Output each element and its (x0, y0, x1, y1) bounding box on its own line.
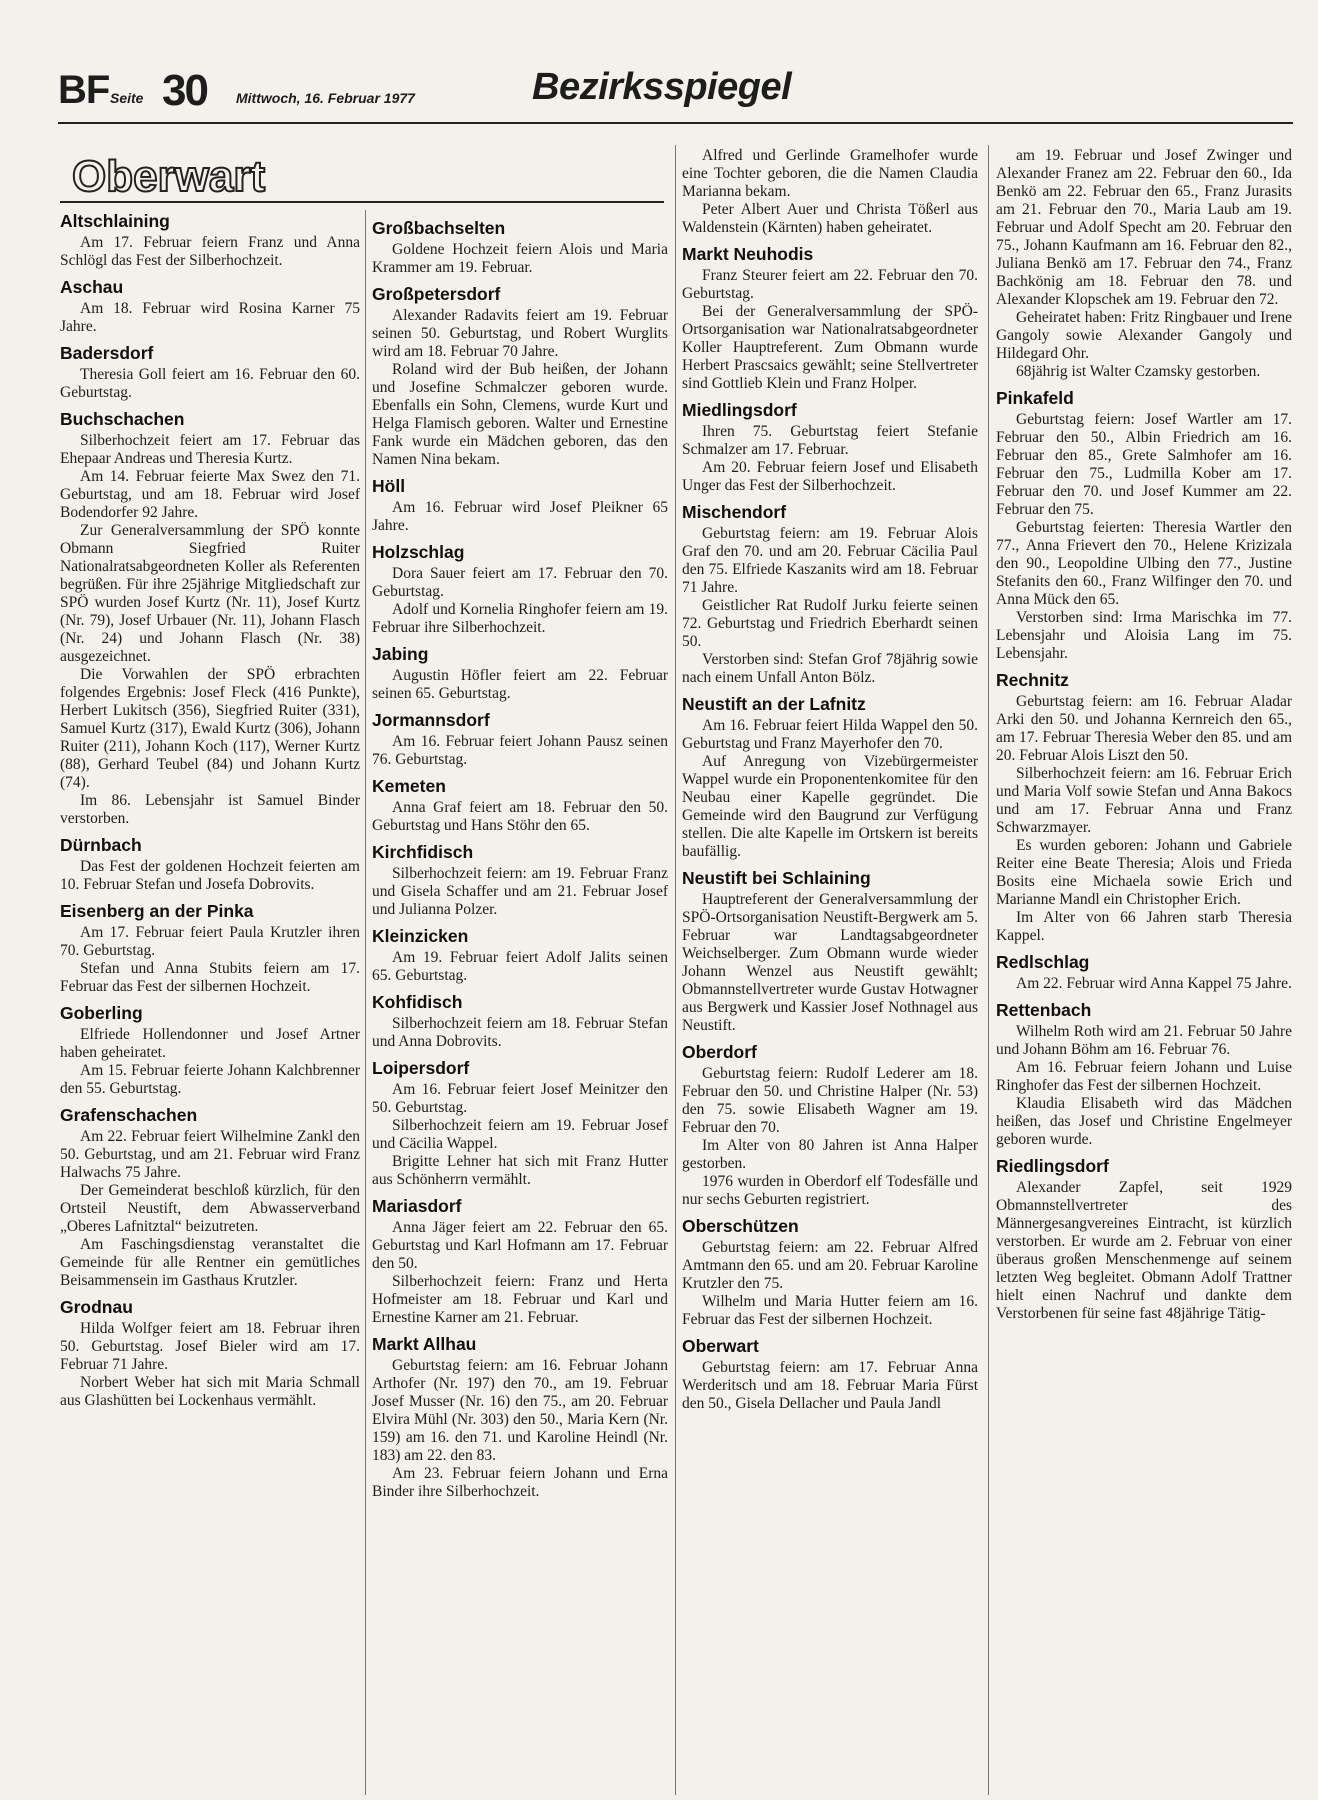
column-divider (365, 210, 366, 1795)
news-paragraph: Geburtstag feiern: am 16. Februar Johann Arthofer (Nr. 197) den 70., am 19. Februar Josef Musser (Nr. 16) den 75., am 20. Februar Elvira Mühl (Nr. 303) den 50., Maria Kern (Nr. 159) am 16. den 71. und Karoline Heindl (Nr. 183) am 22. den 83. (372, 1357, 668, 1464)
news-paragraph: Am 19. Februar feiert Adolf Jalits seinen 65. Geburtstag. (372, 949, 668, 984)
town-heading: Pinkafeld (996, 388, 1074, 408)
news-paragraph: Am 16. Februar feiert Josef Meinitzer den 50. Geburtstag. (372, 1081, 668, 1116)
town-heading: Redlschlag (996, 952, 1090, 972)
news-paragraph: Am 17. Februar feiert Paula Krutzler ihren 70. Geburtstag. (60, 924, 360, 959)
news-paragraph: Geburtstag feiern: Josef Wartler am 17. Februar den 50., Albin Friedrich am 16. Februar den 85., Grete Salmhofer am 16. Februar den 75., Ludmilla Kober am 17. Februar den 70. und Josef Kummer am 22. Februar den 75. (996, 411, 1292, 518)
district-title-text: Oberwart (72, 152, 266, 201)
town-heading: Eisenberg an der Pinka (60, 901, 254, 921)
town-heading: Grafenschachen (60, 1105, 198, 1125)
news-paragraph: Am 16. Februar feiert Hilda Wappel den 50. Geburtstag und Franz Mayerhofer den 70. (682, 717, 978, 752)
town-heading: Dürnbach (60, 835, 142, 855)
news-paragraph: Im 86. Lebensjahr ist Samuel Binder verstorben. (60, 792, 360, 827)
header-rule (58, 122, 1293, 124)
district-title (72, 152, 592, 202)
town-heading: Jabing (372, 644, 429, 664)
news-paragraph: Silberhochzeit feiern: am 16. Februar Erich und Maria Volf sowie Stefan und Anna Bakocs und am 17. Februar Anna und Franz Schwarzmayer. (996, 765, 1292, 836)
news-paragraph: Der Gemeinderat beschloß kürzlich, für den Ortsteil Neustift, dem Abwasserverband „Oberes Lafnitztal“ beizutreten. (60, 1182, 360, 1235)
news-paragraph: Anna Jäger feiert am 22. Februar den 65. Geburtstag und Karl Hofmann am 17. Februar den 50. (372, 1219, 668, 1272)
page-number: 30 (162, 66, 207, 115)
column-4 (996, 147, 1292, 1323)
news-paragraph: Silberhochzeit feiern am 19. Februar Josef und Cäcilia Wappel. (372, 1117, 668, 1152)
news-paragraph: Es wurden geboren: Johann und Gabriele Reiter eine Beate Theresia; Alois und Frieda Bosits eine Michaela sowie Erich und Marianne Mandl ein Christopher Erich. (996, 837, 1292, 908)
town-heading: Markt Neuhodis (682, 244, 814, 264)
news-paragraph: Geistlicher Rat Rudolf Jurku feierte seinen 72. Geburtstag und Friedrich Eberhardt seinen 50. (682, 597, 978, 650)
column-1 (60, 210, 360, 1410)
news-paragraph: Am 23. Februar feiern Johann und Erna Binder ihre Silberhochzeit. (372, 1465, 668, 1500)
news-paragraph: Am Faschingsdienstag veranstaltet die Gemeinde für alle Rentner ein gemütliches Beisammensein im Gasthaus Krutzler. (60, 1236, 360, 1289)
news-paragraph: Elfriede Hollendonner und Josef Artner haben geheiratet. (60, 1026, 360, 1061)
town-heading: Neustift bei Schlaining (682, 868, 871, 888)
news-paragraph: Zur Generalversammlung der SPÖ konnte Obmann Siegfried Ruiter Nationalratsabgeordneten Koller als Referenten begrüßen. Für ihre 25jährige Mitgliedschaft zur SPÖ wurden Josef Kurtz (Nr. 11), Josef Kurtz (Nr. 79), Josef Urbauer (Nr. 11), Johann Flasch (Nr. 24) und Johann Flasch (Nr. 38) ausgezeichnet. (60, 522, 360, 665)
news-paragraph: Am 16. Februar feiern Johann und Luise Ringhofer das Fest der silbernen Hochzeit. (996, 1059, 1292, 1094)
town-heading: Aschau (60, 277, 124, 297)
news-paragraph: Am 15. Februar feierte Johann Kalchbrenner den 55. Geburtstag. (60, 1062, 360, 1097)
town-heading: Markt Allhau (372, 1334, 477, 1354)
news-paragraph: Alexander Zapfel, seit 1929 Obmannstellvertreter des Männergesangvereines Eintracht, ist kürzlich verstorben. Er wurde am 2. Februar von einer überaus großen Menschenmenge auf seinem letzten Weg begleitet. Obmann Adolf Trattner hielt einen Nachruf und dankte dem Verstorbenen für seine fast 48jährige Tätig- (996, 1179, 1292, 1322)
news-paragraph: Bei der Generalversammlung der SPÖ-Ortsorganisation war Nationalratsabgeordneter Koller Hauptreferent. Zum Obmann wurde Herbert Prascsaics gewählt; seine Stellvertreter sind Gottlieb Klein und Franz Holper. (682, 303, 978, 392)
news-paragraph: Im Alter von 66 Jahren starb Theresia Kappel. (996, 909, 1292, 944)
town-heading: Großpetersdorf (372, 284, 501, 304)
news-paragraph: Hilda Wolfger feiert am 18. Februar ihren 50. Geburtstag. Josef Bieler wird am 17. Februar 71 Jahre. (60, 1320, 360, 1373)
news-paragraph: Silberhochzeit feiern: am 19. Februar Franz und Gisela Schaffer und am 21. Februar Josef und Julianna Polzer. (372, 865, 668, 918)
town-heading: Mariasdorf (372, 1196, 462, 1216)
news-paragraph: Verstorben sind: Stefan Grof 78jährig sowie nach einem Unfall Anton Bölz. (682, 651, 978, 686)
news-paragraph: Alexander Radavits feiert am 19. Februar seinen 50. Geburtstag, und Robert Wurglits wird am 18. Februar 70 Jahre. (372, 307, 668, 360)
news-paragraph: Am 16. Februar feiert Johann Pausz seinen 76. Geburtstag. (372, 733, 668, 768)
town-heading: Buchschachen (60, 409, 185, 429)
town-heading: Rechnitz (996, 670, 1069, 690)
town-heading: Oberwart (682, 1336, 759, 1356)
town-heading: Oberschützen (682, 1216, 799, 1236)
news-paragraph: Am 17. Februar feiern Franz und Anna Schlögl das Fest der Silberhochzeit. (60, 234, 360, 269)
news-paragraph: Roland wird der Bub heißen, der Johann und Josefine Schmalczer geboren wurde. Ebenfalls ein Sohn, Clemens, wurde Kurt und Helga Flamisch geboren. Walter und Ernestine Fank wurde ein Mädchen geboren, das den Namen Nina bekam. (372, 361, 668, 468)
town-heading: Kleinzicken (372, 926, 469, 946)
news-paragraph: Geburtstag feiern: am 17. Februar Anna Werderitsch und am 18. Februar Maria Fürst den 50., Gisela Dellacher und Paula Jandl (682, 1359, 978, 1412)
town-heading: Badersdorf (60, 343, 154, 363)
town-heading: Höll (372, 476, 406, 496)
news-paragraph: Das Fest der goldenen Hochzeit feierten am 10. Februar Stefan und Josefa Dobrovits. (60, 858, 360, 893)
news-paragraph: Am 16. Februar wird Josef Pleikner 65 Jahre. (372, 499, 668, 534)
news-paragraph: Klaudia Elisabeth wird das Mädchen heißen, das Josef und Christine Engelmeyer geboren wurde. (996, 1095, 1292, 1148)
news-paragraph: Wilhelm Roth wird am 21. Februar 50 Jahre und Johann Böhm am 16. Februar 76. (996, 1023, 1292, 1058)
town-heading: Grodnau (60, 1297, 133, 1317)
news-paragraph: Silberhochzeit feiert am 17. Februar das Ehepaar Andreas und Theresia Kurtz. (60, 432, 360, 467)
town-heading: Kirchfidisch (372, 842, 474, 862)
town-heading: Riedlingsdorf (996, 1156, 1109, 1176)
news-paragraph: Am 20. Februar feiern Josef und Elisabeth Unger das Fest der Silberhochzeit. (682, 459, 978, 494)
news-paragraph: Dora Sauer feiert am 17. Februar den 70. Geburtstag. (372, 565, 668, 600)
news-paragraph: Stefan und Anna Stubits feiern am 17. Februar das Fest der silbernen Hochzeit. (60, 960, 360, 995)
news-paragraph: Franz Steurer feiert am 22. Februar den 70. Geburtstag. (682, 267, 978, 302)
town-heading: Loipersdorf (372, 1058, 470, 1078)
town-heading: Goberling (60, 1003, 143, 1023)
news-paragraph: Geburtstag feiern: am 19. Februar Alois Graf den 70. und am 20. Februar Cäcilia Paul den 75. Elfriede Kaszanits wird am 18. Februar 71 Jahre. (682, 525, 978, 596)
news-paragraph: Wilhelm und Maria Hutter feiern am 16. Februar das Fest der silbernen Hochzeit. (682, 1293, 978, 1328)
district-title-rule (60, 201, 664, 203)
news-paragraph: Geburtstag feiern: am 16. Februar Aladar Arki den 50. und Johanna Kernreich den 65., am 17. Februar Theresia Weber den 85. und am 20. Februar Alois Liszt den 50. (996, 693, 1292, 764)
news-paragraph: 1976 wurden in Oberdorf elf Todesfälle und nur sechs Geburten registriert. (682, 1173, 978, 1208)
news-paragraph: Auf Anregung von Vizebürgermeister Wappel wurde ein Proponentenkomitee für den Neubau einer Kapelle gegründet. Die Gemeinde wird den Baugrund zur Verfügung stellen. Die alte Kapelle im Ortskern ist bereits baufällig. (682, 753, 978, 860)
news-paragraph: Adolf und Kornelia Ringhofer feiern am 19. Februar ihre Silberhochzeit. (372, 601, 668, 636)
news-paragraph: Geburtstag feierten: Theresia Wartler den 77., Anna Frievert den 70., Helene Krizizala den 90., Leopoldine Ulbing den 77., Justine Stefanits den 60., Franz Wilfinger den 70. und Anna Mück den 65. (996, 519, 1292, 608)
news-paragraph: Geburtstag feiern: Rudolf Lederer am 18. Februar den 50. und Christine Halper (Nr. 53) den 75. sowie Elisabeth Wagner am 19. Februar den 70. (682, 1065, 978, 1136)
news-paragraph: Peter Albert Auer und Christa Tößerl aus Waldenstein (Kärnten) haben geheiratet. (682, 201, 978, 236)
news-paragraph: Ihren 75. Geburtstag feiert Stefanie Schmalzer am 17. Februar. (682, 423, 978, 458)
news-paragraph: Augustin Höfler feiert am 22. Februar seinen 65. Geburtstag. (372, 667, 668, 702)
section-title: Bezirksspiegel (532, 66, 792, 108)
town-heading: Oberdorf (682, 1042, 757, 1062)
news-paragraph: Theresia Goll feiert am 16. Februar den 60. Geburtstag. (60, 366, 360, 401)
news-paragraph: Hauptreferent der Generalversammlung der SPÖ-Ortsorganisation Neustift-Bergwerk am 5. Februar war Landtagsabgeordneter Weichselberger. Zum Obmann wurde wieder Johann Wenzel aus Neustift gewählt; Obmannstellvertreter wurde Gustav Hotwagner aus Bergwerk und Kassier Josef Nothnagel aus Neustift. (682, 891, 978, 1034)
news-paragraph: am 19. Februar und Josef Zwinger und Alexander Franez am 22. Februar den 60., Ida Benkö am 22. Februar den 65., Franz Jurasits am 21. Februar den 70., Maria Laub am 19. Februar und Adolf Specht am 20. Februar den 75., Johann Kaufmann am 16. Februar den 82., Juliana Benkö am 17. Februar den 74., Franz Bachkönig am 18. Februar den 78. und Alexander Klopschek am 19. Februar den 72. (996, 147, 1292, 308)
issue-date: Mittwoch, 16. Februar 1977 (236, 90, 415, 106)
town-heading: Kohfidisch (372, 992, 463, 1012)
news-paragraph: Am 14. Februar feierte Max Swez den 71. Geburtstag, und am 18. Februar wird Josef Bodendorfer 92 Jahre. (60, 468, 360, 521)
news-paragraph: Am 22. Februar wird Anna Kappel 75 Jahre. (1016, 975, 1292, 992)
column-2 (372, 217, 668, 1501)
town-heading: Miedlingsdorf (682, 400, 797, 420)
news-paragraph: Silberhochzeit feiern: Franz und Herta Hofmeister am 18. Februar und Karl und Ernestine Karner am 21. Februar. (372, 1273, 668, 1326)
news-paragraph: Goldene Hochzeit feiern Alois und Maria Krammer am 19. Februar. (372, 241, 668, 276)
town-heading: Holzschlag (372, 542, 465, 562)
town-heading: Altschlaining (60, 211, 170, 231)
column-3 (682, 147, 978, 1413)
column-divider (988, 145, 989, 1795)
news-paragraph: Silberhochzeit feiern am 18. Februar Stefan und Anna Dobrovits. (372, 1015, 668, 1050)
news-paragraph: Geheiratet haben: Fritz Ringbauer und Irene Gangoly sowie Alexander Gangoly und Hildegard Ohr. (996, 309, 1292, 362)
town-heading: Mischendorf (682, 502, 787, 522)
news-paragraph: Norbert Weber hat sich mit Maria Schmall aus Glashütten bei Lockenhaus vermählt. (60, 1374, 360, 1409)
column-divider (675, 145, 676, 1795)
news-paragraph: Am 18. Februar wird Rosina Karner 75 Jahre. (60, 300, 360, 335)
town-heading: Kemeten (372, 776, 446, 796)
news-paragraph: Alfred und Gerlinde Gramelhofer wurde eine Tochter geboren, die die Namen Claudia Marianna bekam. (682, 147, 978, 200)
news-paragraph: Anna Graf feiert am 18. Februar den 50. Geburtstag und Hans Stöhr den 65. (372, 799, 668, 834)
news-paragraph: Verstorben sind: Irma Marischka im 77. Lebensjahr und Aloisia Lang im 75. Lebensjahr. (996, 609, 1292, 662)
town-heading: Großbachselten (372, 218, 506, 238)
news-paragraph: 68jährig ist Walter Czamsky gestorben. (1016, 363, 1261, 380)
town-heading: Jormannsdorf (372, 710, 490, 730)
town-heading: Rettenbach (996, 1000, 1092, 1020)
masthead (58, 62, 1293, 124)
news-paragraph: Die Vorwahlen der SPÖ erbrachten folgendes Ergebnis: Josef Fleck (416 Punkte), Herbert Lukitsch (356), Siegfried Ruiter (331), Samuel Kurtz (317), Ewald Kurtz (306), Johann Ruiter (211), Johann Koch (117), Werner Kurtz (88), Gerhard Teubel (84) und Johann Kurtz (74). (60, 666, 360, 791)
news-paragraph: Geburtstag feiern: am 22. Februar Alfred Amtmann den 65. und am 20. Februar Karoline Krutzler den 75. (682, 1239, 978, 1292)
news-paragraph: Am 22. Februar feiert Wilhelmine Zankl den 50. Geburtstag, und am 21. Februar wird Franz Halwachs 75 Jahre. (60, 1128, 360, 1181)
seite-label: Seite (110, 90, 144, 106)
news-paragraph: Brigitte Lehner hat sich mit Franz Hutter aus Schönherrn vermählt. (372, 1153, 668, 1188)
brand: BF (58, 68, 110, 112)
news-paragraph: Im Alter von 80 Jahren ist Anna Halper gestorben. (682, 1137, 978, 1172)
town-heading: Neustift an der Lafnitz (682, 694, 866, 714)
